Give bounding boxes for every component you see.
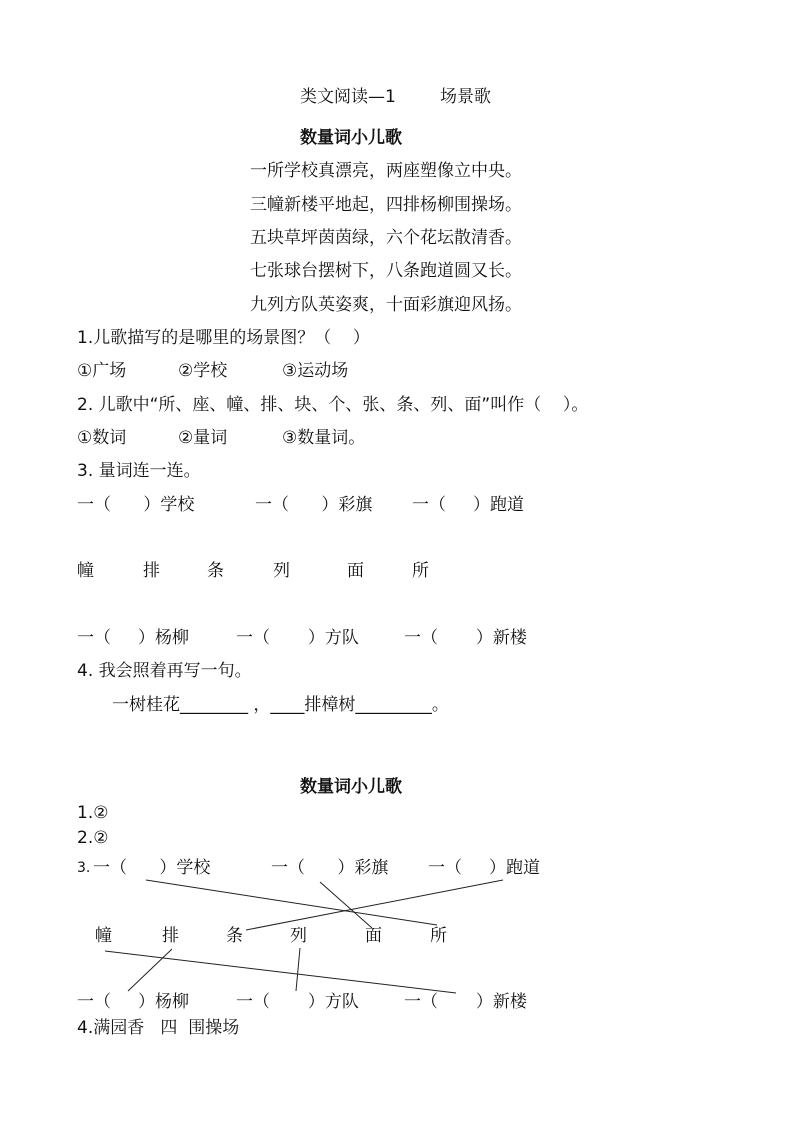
a3-bottom-item: 一（ ）杨柳 xyxy=(77,992,190,1012)
poem-line: 三幢新楼平地起，四排杨柳围操场。 xyxy=(250,195,522,215)
match-line xyxy=(246,880,503,930)
match-line xyxy=(105,951,456,993)
q1-option-a: ①广场 xyxy=(77,361,127,381)
a3-bottom-item: 一（ ）新楼 xyxy=(404,992,527,1012)
a3-word: 条 xyxy=(226,926,243,946)
a3-word: 排 xyxy=(162,926,179,946)
poem-line: 五块草坪茵茵绿，六个花坛散清香。 xyxy=(250,228,522,248)
lesson-name: 场景歌 xyxy=(440,87,491,107)
poem-line: 七张球台摆树下，八条跑道圆又长。 xyxy=(250,261,522,281)
question-4: 4. 我会照着再写一句。 xyxy=(77,661,252,681)
match-line xyxy=(146,880,437,925)
a3-word: 所 xyxy=(430,926,447,946)
q3-word: 面 xyxy=(347,561,364,581)
q3-bottom-item: 一（ ）杨柳 xyxy=(77,628,190,648)
q2-option-c: ③数量词。 xyxy=(282,428,366,448)
worksheet-title: 类文阅读—1 xyxy=(300,87,396,107)
a3-word: 面 xyxy=(365,926,382,946)
poem-title: 数量词小儿歌 xyxy=(300,128,402,148)
a3-top-item: 一（ ）彩旗 xyxy=(271,858,389,878)
q3-bottom-item: 一（ ）新楼 xyxy=(404,628,527,648)
a3-top-item: 一（ ）学校 xyxy=(93,858,211,878)
q2-option-b: ②量词 xyxy=(178,428,228,448)
answer-1: 1.② xyxy=(77,803,109,823)
q3-top-item: 一（ ）跑道 xyxy=(412,495,525,515)
question-3: 3. 量词连一连。 xyxy=(77,461,201,481)
q3-word: 条 xyxy=(207,561,224,581)
answer-4: 4.满园香 四 围操场 xyxy=(77,1018,240,1038)
a3-top-item: 一（ ）跑道 xyxy=(428,858,541,878)
q1-option-b: ②学校 xyxy=(178,361,228,381)
q1-option-c: ③运动场 xyxy=(282,361,349,381)
a3-word: 列 xyxy=(290,926,307,946)
question-1: 1.儿歌描写的是哪里的场景图？（ ） xyxy=(77,328,370,348)
match-line xyxy=(320,882,372,928)
q3-word: 幢 xyxy=(77,561,94,581)
q4-example: 一树桂花________ ，____排樟树_________。 xyxy=(112,695,449,715)
q2-option-a: ①数词 xyxy=(77,428,127,448)
q3-word: 排 xyxy=(143,561,160,581)
answers-title: 数量词小儿歌 xyxy=(300,777,402,797)
q3-bottom-item: 一（ ）方队 xyxy=(236,628,359,648)
q3-top-item: 一（ ）彩旗 xyxy=(255,495,373,515)
a3-word: 幢 xyxy=(95,926,112,946)
match-line xyxy=(296,948,300,991)
poem-line: 一所学校真漂亮，两座塑像立中央。 xyxy=(250,161,522,181)
match-line xyxy=(128,949,172,991)
q3-word: 所 xyxy=(412,561,429,581)
answer-2: 2.② xyxy=(77,828,109,848)
a3-bottom-item: 一（ ）方队 xyxy=(236,992,359,1012)
q3-word: 列 xyxy=(273,561,290,581)
poem-line: 九列方队英姿爽，十面彩旗迎风扬。 xyxy=(250,295,522,315)
q3-top-item: 一（ ）学校 xyxy=(77,495,195,515)
answer-3-prefix: 3. xyxy=(77,860,91,876)
question-2: 2. 儿歌中“所、座、幢、排、块、个、张、条、列、面”叫作（ ）。 xyxy=(77,395,589,415)
